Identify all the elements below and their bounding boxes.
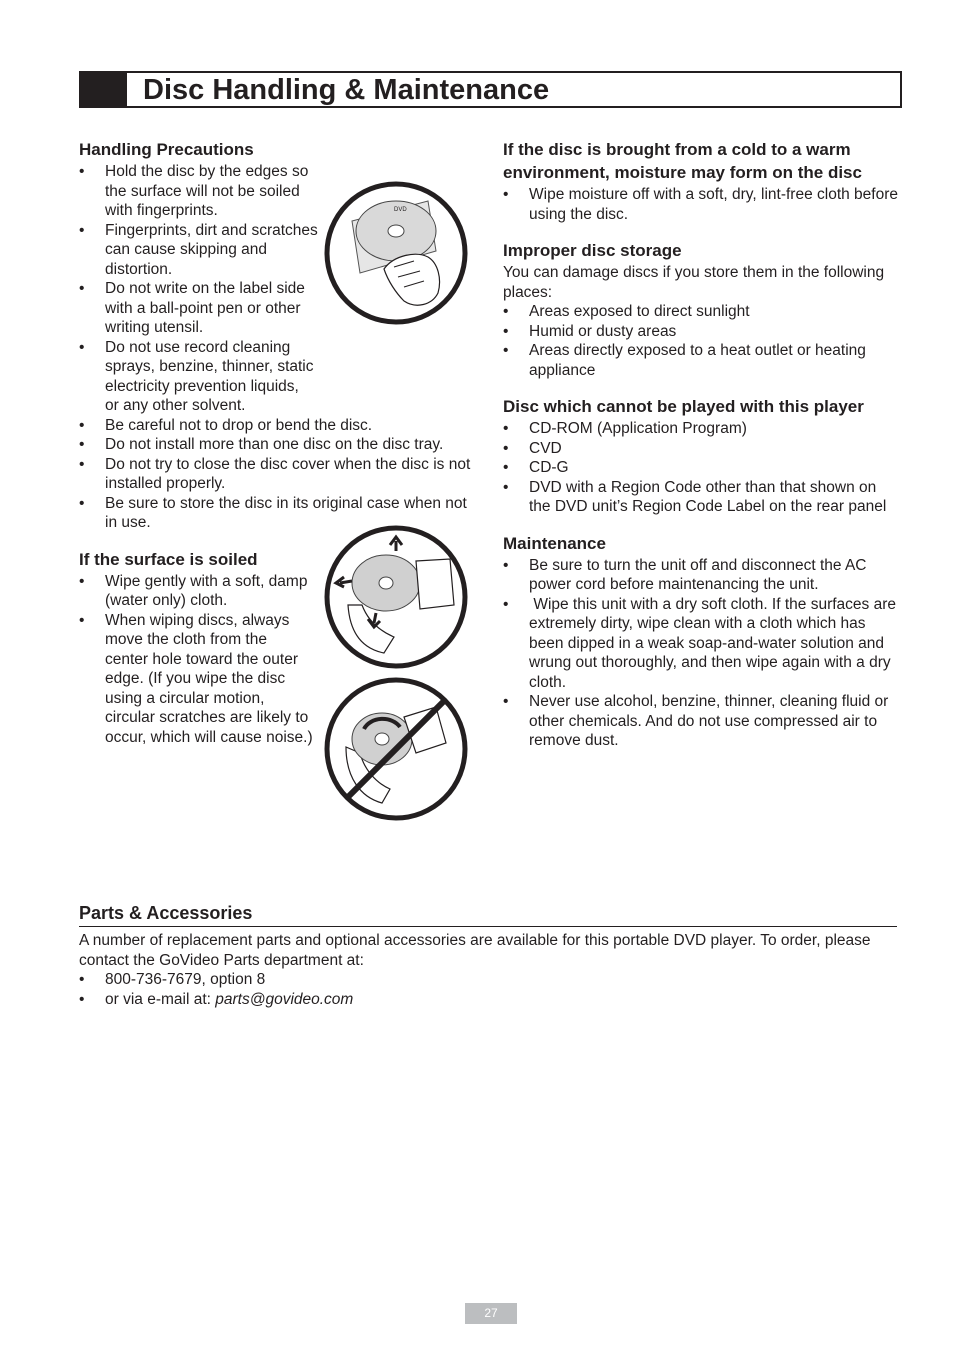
list-item: • Humid or dusty areas bbox=[503, 322, 901, 342]
list-item: • DVD with a Region Code other than that shown on the DVD unit’s Region Code Label on the rear panel bbox=[503, 478, 901, 517]
list-item: • CD-G bbox=[503, 458, 901, 478]
email-prefix: or via e-mail at: bbox=[105, 990, 216, 1008]
cannot-play-section bbox=[503, 395, 901, 517]
disc-wiping-illustration bbox=[324, 525, 468, 669]
maintenance-section bbox=[503, 532, 901, 751]
cold-heading: If the disc is brought from a cold to a warm environment, moisture may form on the disc bbox=[503, 140, 862, 182]
list-item: • Do not install more than one disc on the disc tray. bbox=[79, 435, 474, 455]
title-block bbox=[81, 73, 127, 106]
right-column bbox=[503, 138, 901, 764]
cloth-icon bbox=[416, 559, 454, 609]
maintenance-heading: Maintenance bbox=[503, 533, 606, 553]
parts-list bbox=[79, 970, 897, 1009]
storage-heading: Improper disc storage bbox=[503, 241, 682, 260]
maintenance-list bbox=[503, 556, 901, 751]
handling-heading: Handling Precautions bbox=[79, 140, 254, 159]
list-item: • Areas exposed to direct sunlight bbox=[503, 302, 901, 322]
list-item bbox=[79, 338, 474, 416]
list-item: • Wipe this unit with a dry soft cloth. If the surfaces are extremely dirty, wipe clean with a cloth which has been dipped in a weak soap-and-water solution and wrung out thoroughly, and then wipe again with a dry cloth. bbox=[503, 595, 901, 693]
list-item: • CD-ROM (Application Program) bbox=[503, 419, 901, 439]
parts-heading: Parts & Accessories bbox=[79, 902, 897, 927]
cannot-play-list bbox=[503, 419, 901, 517]
list-item: • Do not try to close the disc cover when the disc is not installed properly. bbox=[79, 455, 474, 494]
list-item: • 800-736-7679, option 8 bbox=[79, 970, 897, 990]
cold-list bbox=[503, 185, 901, 224]
soiled-heading: If the surface is soiled bbox=[79, 549, 258, 569]
list-item: • Never use alcohol, benzine, thinner, cleaning fluid or other chemicals. And do not use compressed air to remove dust. bbox=[503, 692, 901, 751]
list-item: • CVD bbox=[503, 439, 901, 459]
list-item: • Be sure to store the disc in its original case when not in use. bbox=[79, 494, 474, 533]
page-number: 27 bbox=[465, 1303, 517, 1324]
parts-intro: A number of replacement parts and optional accessories are available for this portable DVD player. To order, please contact the GoVideo Parts department at: bbox=[79, 932, 871, 969]
storage-section bbox=[503, 239, 901, 380]
disc-handling-illustration bbox=[324, 181, 468, 325]
list-item: • Wipe gently with a soft, damp (water only) cloth. bbox=[79, 572, 319, 611]
list-item: • Areas directly exposed to a heat outlet or heating appliance bbox=[503, 341, 901, 380]
list-item: • Fingerprints, dirt and scratches can cause skipping and distortion. bbox=[79, 221, 319, 280]
cold-section bbox=[503, 138, 901, 224]
list-item: • Do not write on the label side with a ball-point pen or other writing utensil. bbox=[79, 279, 319, 338]
page-title: Disc Handling & Maintenance bbox=[143, 74, 550, 106]
list-item: • Wipe moisture off with a soft, dry, lint-free cloth before using the disc. bbox=[503, 185, 901, 224]
parts-section bbox=[79, 902, 897, 1009]
email-link[interactable]: parts@govideo.com bbox=[215, 990, 354, 1008]
list-item: • Be sure to turn the unit off and disconnect the AC power cord before maintenancing the unit. bbox=[503, 556, 901, 595]
disc-label: DVD bbox=[394, 207, 407, 213]
title-bar bbox=[79, 71, 902, 108]
cannot-play-heading: Disc which cannot be played with this player bbox=[503, 397, 864, 416]
list-item: • When wiping discs, always move the cloth from the center hole toward the outer edge. (If you wipe the disc using a circular motion, circular scratches are likely to occur, which will cause noise.) bbox=[79, 611, 314, 748]
disc-icon bbox=[352, 555, 420, 611]
list-item-text: Do not use record cleaning sprays, benzine, thinner, static electricity prevention liquids, or any other solvent. bbox=[105, 338, 314, 414]
list-item: • Hold the disc by the edges so the surface will not be soiled with fingerprints. bbox=[79, 162, 319, 221]
storage-list bbox=[503, 302, 901, 380]
circular-wipe-prohibited-illustration bbox=[324, 677, 468, 821]
storage-intro: You can damage discs if you store them in the following places: bbox=[503, 264, 885, 301]
list-item: • Be careful not to drop or bend the disc. bbox=[79, 416, 474, 436]
list-item bbox=[79, 990, 897, 1010]
